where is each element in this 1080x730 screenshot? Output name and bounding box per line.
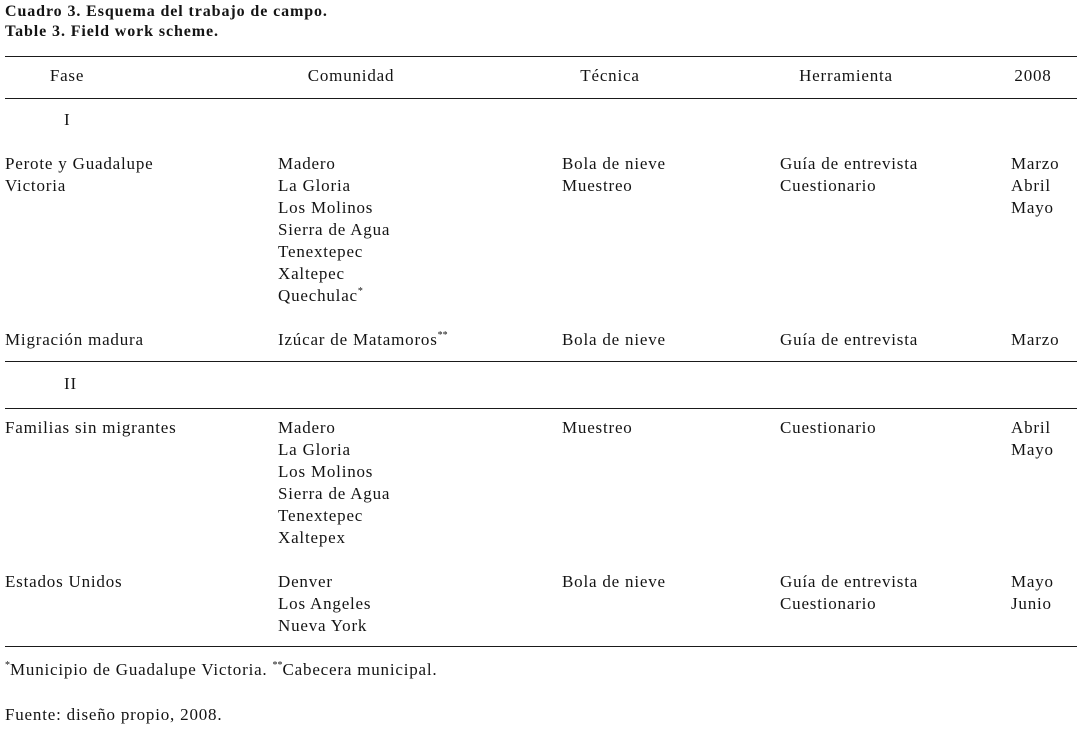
cell-comunidad [278, 153, 390, 307]
header-comunidad: Comunidad [307, 66, 395, 85]
cell-line: Bola de nieve [562, 330, 666, 349]
phase-label: II [64, 374, 77, 393]
cell-line: Abril [1011, 176, 1051, 195]
cell-comunidad [278, 329, 448, 351]
header-periodo: 2008 [1014, 66, 1052, 85]
table-caption-es: Cuadro 3. Esquema del trabajo de campo. [5, 3, 328, 20]
cell-line: Junio [1011, 594, 1052, 613]
cell-line: Migración madura [5, 330, 144, 349]
table-header-rule [5, 98, 1077, 99]
cell-line: Mayo [1011, 440, 1054, 459]
table-bottom-rule [5, 646, 1077, 647]
cell-fase [5, 153, 153, 197]
footnote-text: Municipio de Guadalupe Victoria. [10, 660, 268, 679]
cell-fase [5, 329, 144, 351]
cell-comunidad [278, 571, 371, 637]
cell-comunidad [278, 417, 390, 549]
cell-line: Nueva York [278, 616, 368, 635]
cell-line: Tenextepec [278, 506, 364, 525]
table-source: Fuente: diseño propio, 2008. [5, 705, 223, 724]
cell-tecnica [562, 417, 633, 439]
cell-line: Tenextepec [278, 242, 364, 261]
cell-line: Mayo [1011, 572, 1054, 591]
cell-line: Mayo [1011, 198, 1054, 217]
cell-herramienta [780, 417, 876, 439]
header-herramienta: Herramienta [799, 66, 893, 85]
footnote-marker: ** [437, 330, 448, 341]
footnote-marker: ** [272, 660, 283, 671]
cell-line: La Gloria [278, 440, 351, 459]
cell-herramienta [780, 153, 918, 197]
cell-line: Muestreo [562, 176, 633, 195]
cell-periodo [1011, 153, 1059, 219]
cell-periodo [1011, 571, 1054, 615]
cell-line: Guía de entrevista [780, 572, 919, 591]
cell-line: Estados Unidos [5, 572, 123, 591]
table-phase-rule [5, 408, 1077, 409]
cell-line: Abril [1011, 418, 1051, 437]
cell-herramienta [780, 571, 918, 615]
phase-label: I [64, 110, 71, 129]
cell-line [278, 329, 448, 351]
cell-herramienta [780, 329, 918, 351]
cell-fase [5, 417, 177, 439]
cell-line: Cuestionario [780, 594, 877, 613]
cell-line: La Gloria [278, 176, 351, 195]
cell-line [278, 285, 390, 307]
cell-fase [5, 571, 122, 593]
footnote-marker: * [357, 286, 363, 297]
cell-line: Xaltepex [278, 528, 346, 547]
cell-line: Sierra de Agua [278, 220, 391, 239]
cell-periodo [1011, 417, 1054, 461]
table-top-rule [5, 56, 1077, 57]
cell-line: Familias sin migrantes [5, 418, 177, 437]
cell-line: Cuestionario [780, 418, 877, 437]
cell-line: Marzo [1011, 154, 1060, 173]
cell-text: Izúcar de Matamoros [278, 330, 438, 349]
cell-line: Xaltepec [278, 264, 345, 283]
cell-line: Guía de entrevista [780, 330, 919, 349]
cell-line: Denver [278, 572, 333, 591]
cell-tecnica [562, 329, 666, 351]
cell-line: Bola de nieve [562, 572, 666, 591]
cell-line: Cuestionario [780, 176, 877, 195]
cell-line: Los Molinos [278, 462, 374, 481]
cell-line: Guía de entrevista [780, 154, 919, 173]
cell-line: Bola de nieve [562, 154, 666, 173]
footnote [5, 660, 267, 679]
header-fase: Fase [49, 66, 85, 85]
cell-line: Los Molinos [278, 198, 374, 217]
cell-periodo [1011, 329, 1059, 351]
table-section-rule [5, 361, 1077, 362]
cell-line: Victoria [5, 176, 67, 195]
cell-line: Sierra de Agua [278, 484, 391, 503]
table-caption-en: Table 3. Field work scheme. [5, 23, 219, 40]
header-tecnica: Técnica [580, 66, 640, 85]
footnote-text: Cabecera municipal. [282, 660, 438, 679]
cell-line: Perote y Guadalupe [5, 154, 154, 173]
cell-tecnica [562, 571, 666, 593]
cell-text: Quechulac [278, 286, 358, 305]
cell-line: Marzo [1011, 330, 1060, 349]
cell-line: Muestreo [562, 418, 633, 437]
table-footnotes [5, 659, 437, 681]
cell-line: Madero [278, 154, 336, 173]
cell-line: Los Angeles [278, 594, 372, 613]
footnote [273, 660, 438, 679]
cell-line: Madero [278, 418, 336, 437]
cell-tecnica [562, 153, 666, 197]
footnote-marker: * [5, 660, 10, 671]
